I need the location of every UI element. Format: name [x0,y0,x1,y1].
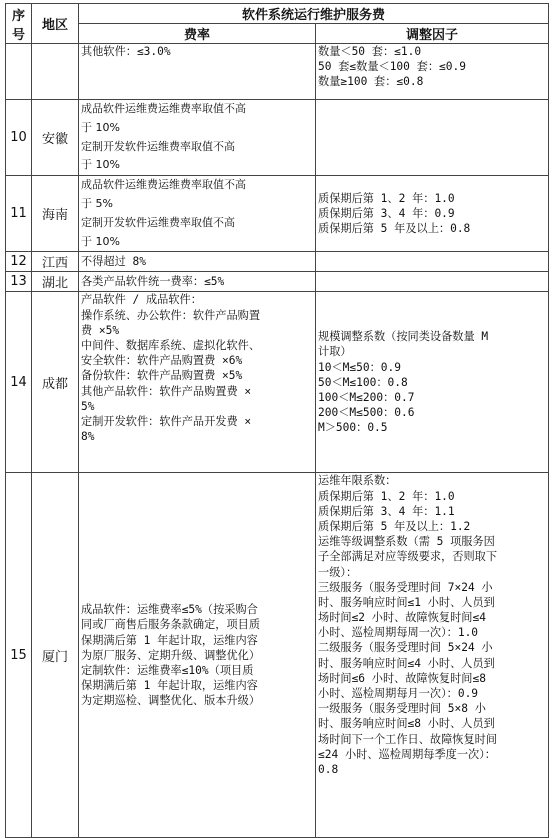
factor-line: 质保期后第 5 年及以上：0.8 [318,222,471,236]
row-no: 12 [6,252,32,272]
row-rate [79,272,316,292]
factor-line: 运维等级调整系数（需 5 项服务因 [318,535,495,549]
factor-line: 场时间≤2 小时、故障恢复时间≤4 [318,611,486,625]
factor-line: 一级服务（服务受理时间 5×8 小 [318,702,486,716]
rate-line: 保期满后第 1 年起计取，运维内容 [81,633,258,647]
factor-line: ≤24 小时、巡检周期每季度一次）： [318,747,496,761]
rate-line: 安全软件：软件产品购置费 ×6% [81,354,243,368]
rate-line: 定制开发软件运维费率取值不高 [81,139,235,153]
rate-line: 费 ×5% [81,323,120,337]
factor-line: 时、服务响应时间≤8 小时、人员到 [318,717,495,731]
rate-line: 中间件、数据库系统、虚拟化软件、 [81,338,261,352]
row-rate [79,292,316,473]
rate-line: 定制开发软件运维费率取值不高 [81,215,235,229]
row-factor [316,44,549,100]
row-rate [79,100,316,176]
factor-line: 50＜M≤100：0.8 [318,375,408,389]
row-rate [79,176,316,252]
factor-line: 数量＜50 套：≤1.0 [318,45,422,58]
factor-line: 一级）： [318,565,358,579]
table-row [6,473,549,838]
rate-line: 为原厂服务、定期升级、调整优化） [81,648,261,662]
rate-line: 各类产品软件统一费率：≤5% [81,275,225,289]
rate-line: 于 10% [81,234,120,248]
table-row [6,252,549,272]
row-no: 15 [6,473,32,838]
factor-line: 质保期后第 3、4 年：0.9 [318,207,455,221]
rate-line: 其他产品软件：软件产品购置费 × [81,384,252,398]
rate-line: 成品软件运维费运维费率取值不高 [81,102,246,115]
factor-line: 小时、巡检周期每周一次）：1.0 [318,626,479,640]
rate-line: 为定期巡检、调整优化、版本升级） [81,694,261,708]
factor-line: 50 套≤数量＜100 套：≤0.9 [318,60,466,74]
rate-line: 产品软件 / 成品软件： [81,293,202,307]
factor-line: 三级服务（服务受理时间 7×24 小 [318,580,493,594]
rate-line: 不得超过 8% [81,255,146,269]
rate-line: 于 10% [81,120,120,134]
factor-line: M＞500：0.5 [318,421,388,435]
row-region: 安徽 [32,100,79,176]
row-no: 10 [6,100,32,176]
row-rate [79,44,316,100]
factor-line: 小时、巡检周期每月一次）：0.9 [318,687,479,700]
factor-line: 质保期后第 3、4 年：1.1 [318,504,455,518]
rate-line: 操作系统、办公软件：软件产品购置 [81,308,261,322]
rate-line: 定制软件：运维费率≤10%（项目质 [81,663,254,677]
table-row [6,272,549,292]
factor-line: 场时间≤6 小时、故障恢复时间≤8 [318,671,486,685]
factor-line: 运维年限系数： [318,474,397,488]
factor-line: 10＜M≤50：0.9 [318,360,401,374]
row-no: 14 [6,292,32,473]
header-rate: 费率 [79,24,316,44]
row-factor [316,473,549,838]
row-region: 湖北 [32,272,79,292]
row-factor [316,252,549,272]
rate-line: 定制开发软件：软件产品开发费 × [81,414,252,428]
rate-line: 于 10% [81,158,120,172]
factor-line: 计取） [318,345,352,359]
factor-line: 0.8 [318,762,339,776]
factor-line: 200＜M≤500：0.6 [318,406,415,420]
factor-line: 二级服务（服务受理时间 5×24 小 [318,641,493,655]
factor-line: 时、服务响应时间≤1 小时、人员到 [318,595,495,609]
rate-line: 成品软件运维费运维费率取值不高 [81,178,246,192]
header-group-title: 软件系统运行维护服务费 [79,4,549,24]
row-factor [316,272,549,292]
row-factor [316,100,549,176]
row-factor [316,292,549,473]
rate-line: 同或厂商售后服务条款确定，项目质 [81,618,261,632]
row-region: 海南 [32,176,79,252]
row-no: 13 [6,272,32,292]
row-region: 江西 [32,252,79,272]
rate-line: 于 5% [81,196,113,210]
factor-line: 质保期后第 1、2 年：1.0 [318,192,455,205]
row-region [32,44,79,100]
factor-line: 100＜M≤200：0.7 [318,390,415,404]
row-no [6,44,32,100]
row-region: 成都 [32,292,79,473]
table-row [6,44,549,100]
row-no: 11 [6,176,32,252]
header-no: 序号 [6,4,32,44]
table-row [6,176,549,252]
rate-line: 其他软件：≤3.0% [81,45,171,58]
factor-line: 质保期后第 5 年及以上：1.2 [318,519,471,533]
table-row [6,100,549,176]
factor-line: 数量≥100 套：≤0.8 [318,75,424,89]
maintenance-fee-table [5,3,549,838]
factor-line: 子全部满足对应等级要求，否则取下 [318,550,498,564]
header-region: 地区 [32,4,79,44]
rate-line: 备份软件：软件产品购置费 ×5% [81,369,243,383]
row-factor [316,176,549,252]
row-region: 厦门 [32,473,79,838]
rate-line: 成品软件：运维费率≤5%（按采购合 [81,603,258,617]
row-rate [79,252,316,272]
row-rate [79,473,316,838]
factor-line: 场时间下一个工作日、故障恢复时间 [318,732,498,746]
rate-line: 5% [81,399,95,413]
rate-line: 保期满后第 1 年起计取，运维内容 [81,679,258,693]
header-factor: 调整因子 [316,24,549,44]
factor-line: 质保期后第 1、2 年：1.0 [318,489,455,503]
factor-line: 规模调整系数（按同类设备数量 M [318,330,489,344]
table-row [6,292,549,473]
rate-line: 8% [81,430,95,444]
factor-line: 时、服务响应时间≤4 小时、人员到 [318,656,495,670]
